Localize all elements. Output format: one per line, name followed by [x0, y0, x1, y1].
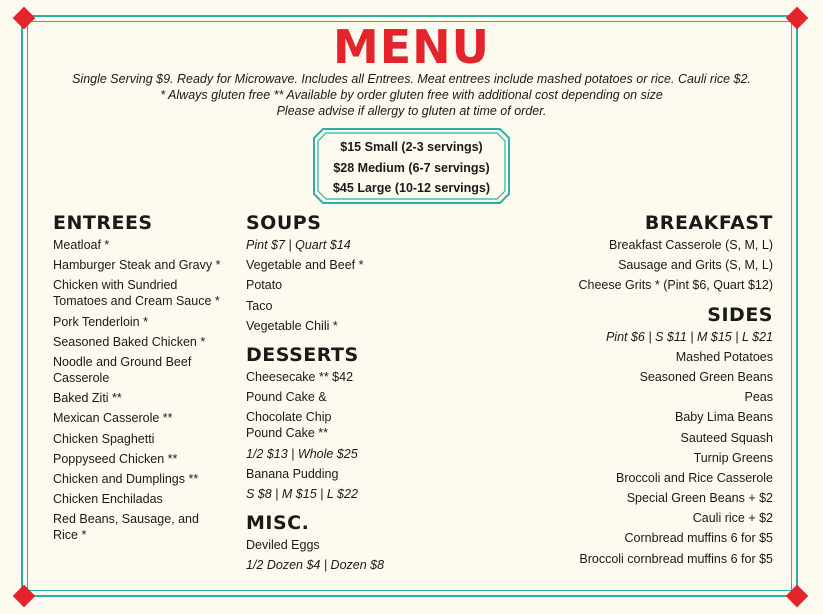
menu-title: MENU: [332, 20, 491, 74]
side-item: Cornbread muffins 6 for $5: [624, 531, 773, 546]
entree-item: Hamburger Steak and Gravy *: [53, 258, 221, 273]
intro-text: [40, 71, 783, 119]
soup-item: Potato: [246, 278, 283, 293]
entree-item: Noodle and Ground Beef Casserole: [53, 354, 192, 385]
breakfast-item: Sausage and Grits (S, M, L): [618, 258, 773, 273]
price-medium: $28 Medium (6-7 servings): [333, 160, 490, 175]
side-item: Baby Lima Beans: [675, 410, 773, 425]
intro-line: * Always gluten free ** Available by order gluten free with additional cost depending on size: [160, 88, 663, 102]
misc-price: 1/2 Dozen $4 | Dozen $8: [246, 558, 385, 573]
entree-item: Chicken with Sundried Tomatoes and Cream Sauce *: [53, 278, 220, 309]
breakfast-heading: BREAKFAST: [644, 212, 773, 234]
side-item: Sauteed Squash: [680, 430, 773, 445]
entree-item: Poppyseed Chicken **: [53, 451, 178, 466]
price-large: $45 Large (10-12 servings): [332, 181, 491, 195]
soup-item: Vegetable Chili *: [246, 318, 338, 333]
entrees-section: [53, 212, 225, 547]
entree-item: Seasoned Baked Chicken *: [53, 334, 206, 349]
sides-price: Pint $6 | S $11 | M $15 | L $21: [605, 329, 773, 344]
side-item: Cauli rice + $2: [692, 511, 773, 526]
misc-heading: MISC.: [246, 512, 310, 535]
entree-item: Chicken and Dumplings **: [53, 471, 199, 486]
dessert-item: Banana Pudding: [246, 466, 339, 481]
entree-item: Baked Ziti **: [53, 391, 122, 406]
middle-column: [246, 212, 416, 577]
entree-item: Meatloaf *: [53, 238, 110, 252]
entree-item: Red Beans, Sausage, and Rice *: [53, 512, 199, 543]
breakfast-item: Breakfast Casserole (S, M, L): [609, 238, 773, 252]
dessert-price: 1/2 $13 | Whole $25: [246, 446, 358, 461]
dessert-item: Chocolate Chip Pound Cake **: [246, 410, 332, 441]
breakfast-item: Cheese Grits * (Pint $6, Quart $12): [578, 278, 773, 293]
side-item: Turnip Greens: [693, 450, 773, 465]
desserts-heading: DESSERTS: [246, 343, 359, 366]
misc-item: Deviled Eggs: [246, 538, 320, 553]
dessert-item: Pound Cake &: [246, 390, 327, 405]
entree-item: Pork Tenderloin *: [53, 314, 148, 329]
intro-line: Please advise if allergy to gluten at time of order.: [276, 104, 547, 118]
dessert-item: Cheesecake ** $42: [246, 369, 354, 384]
dessert-price: S $8 | M $15 | L $22: [246, 486, 358, 501]
soup-item: Vegetable and Beef *: [246, 258, 364, 273]
price-small: $15 Small (2-3 servings): [340, 140, 483, 154]
side-item: Broccoli cornbread muffins 6 for $5: [579, 551, 773, 566]
soups-price: Pint $7 | Quart $14: [246, 238, 351, 252]
sides-heading: SIDES: [707, 303, 773, 326]
entree-item: Chicken Spaghetti: [53, 431, 155, 446]
entree-item: Chicken Enchiladas: [53, 492, 163, 507]
soup-item: Taco: [246, 298, 273, 313]
side-item: Broccoli and Rice Casserole: [615, 470, 773, 485]
intro-line: Single Serving $9. Ready for Microwave. Includes all Entrees. Meat entrees include mashed potatoes or rice. Cauli rice $2.: [72, 72, 751, 86]
right-column: [545, 212, 773, 571]
side-item: Mashed Potatoes: [675, 349, 773, 364]
size-price-box: [313, 128, 510, 204]
entree-item: Mexican Casserole **: [53, 411, 173, 426]
entrees-heading: ENTREES: [53, 212, 153, 234]
side-item: Special Green Beans + $2: [626, 491, 773, 506]
soups-heading: SOUPS: [246, 212, 322, 234]
side-item: Peas: [744, 390, 773, 405]
side-item: Seasoned Green Beans: [639, 369, 773, 384]
